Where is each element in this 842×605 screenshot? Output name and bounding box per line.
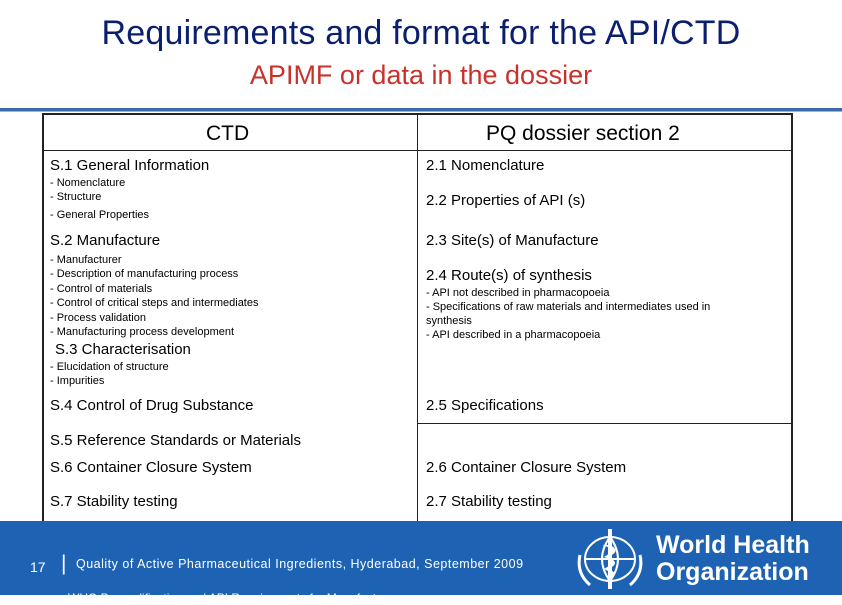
right-header-rule <box>417 150 793 151</box>
r24-item-not-pharmacopoeia: - API not described in pharmacopoeia <box>426 287 610 299</box>
s2-item-description: - Description of manufacturing process <box>50 268 239 280</box>
s2-item-manufacturer: - Manufacturer <box>50 254 122 266</box>
comparison-table <box>42 113 793 529</box>
s7-stability-testing: S.7 Stability testing <box>50 493 178 510</box>
s2-item-control-materials: - Control of materials <box>50 283 153 295</box>
r26-container-closure: 2.6 Container Closure System <box>426 459 627 476</box>
footer-separator: | <box>61 552 67 575</box>
s6-container-closure: S.6 Container Closure System <box>50 459 252 476</box>
s2-item-process-development: - Manufacturing process development <box>50 326 235 338</box>
who-logo-line-1: World Health <box>656 531 810 559</box>
r23-sites-manufacture: 2.3 Site(s) of Manufacture <box>426 232 599 249</box>
title-divider-shadow <box>0 111 842 112</box>
s1-item-nomenclature: - Nomenclature <box>50 177 126 189</box>
page-number: 17 <box>30 559 46 575</box>
s3-characterisation: S.3 Characterisation <box>55 341 191 358</box>
left-header-rule <box>44 150 417 151</box>
footer-bar <box>0 521 842 605</box>
header-ctd: CTD <box>206 122 250 145</box>
r24-item-synthesis: synthesis <box>426 315 472 327</box>
s3-item-impurities: - Impurities <box>50 375 105 387</box>
s1-item-general-properties: - General Properties <box>50 209 150 221</box>
who-logo-text <box>656 532 810 586</box>
s1-general-information: S.1 General Information <box>50 157 210 174</box>
r21-nomenclature: 2.1 Nomenclature <box>426 157 545 174</box>
right-s5-rule <box>417 423 793 424</box>
r24-item-in-pharmacopoeia: - API described in a pharmacopoeia <box>426 329 601 341</box>
s2-item-process-validation: - Process validation <box>50 312 146 324</box>
r24-item-specifications: - Specifications of raw materials and intermediates used in <box>426 301 711 313</box>
r24-routes-synthesis: 2.4 Route(s) of synthesis <box>426 267 592 284</box>
s2-item-critical-steps: - Control of critical steps and intermediates <box>50 297 259 309</box>
slide-title: Requirements and format for the API/CTD <box>101 14 741 52</box>
r22-properties-api: 2.2 Properties of API (s) <box>426 192 586 209</box>
slide-subtitle: APIMF or data in the dossier <box>249 60 593 90</box>
who-emblem-icon <box>572 525 648 593</box>
s4-control-drug-substance: S.4 Control of Drug Substance <box>50 397 254 414</box>
column-divider <box>417 115 418 527</box>
r27-stability-testing: 2.7 Stability testing <box>426 493 552 510</box>
footer-caption: Quality of Active Pharmaceutical Ingredients, Hyderabad, September 2009 <box>76 557 524 571</box>
footer-cut-text: WHO Prequalification and API Requirements for Manufacturers <box>68 591 404 605</box>
s2-manufacture: S.2 Manufacture <box>50 232 161 249</box>
s5-reference-standards: S.5 Reference Standards or Materials <box>50 432 301 449</box>
s3-item-elucidation: - Elucidation of structure <box>50 361 169 373</box>
header-pq-dossier: PQ dossier section 2 <box>486 122 680 145</box>
who-logo-line-2: Organization <box>656 558 809 586</box>
s1-item-structure: - Structure <box>50 191 102 203</box>
r25-specifications: 2.5 Specifications <box>426 397 544 414</box>
